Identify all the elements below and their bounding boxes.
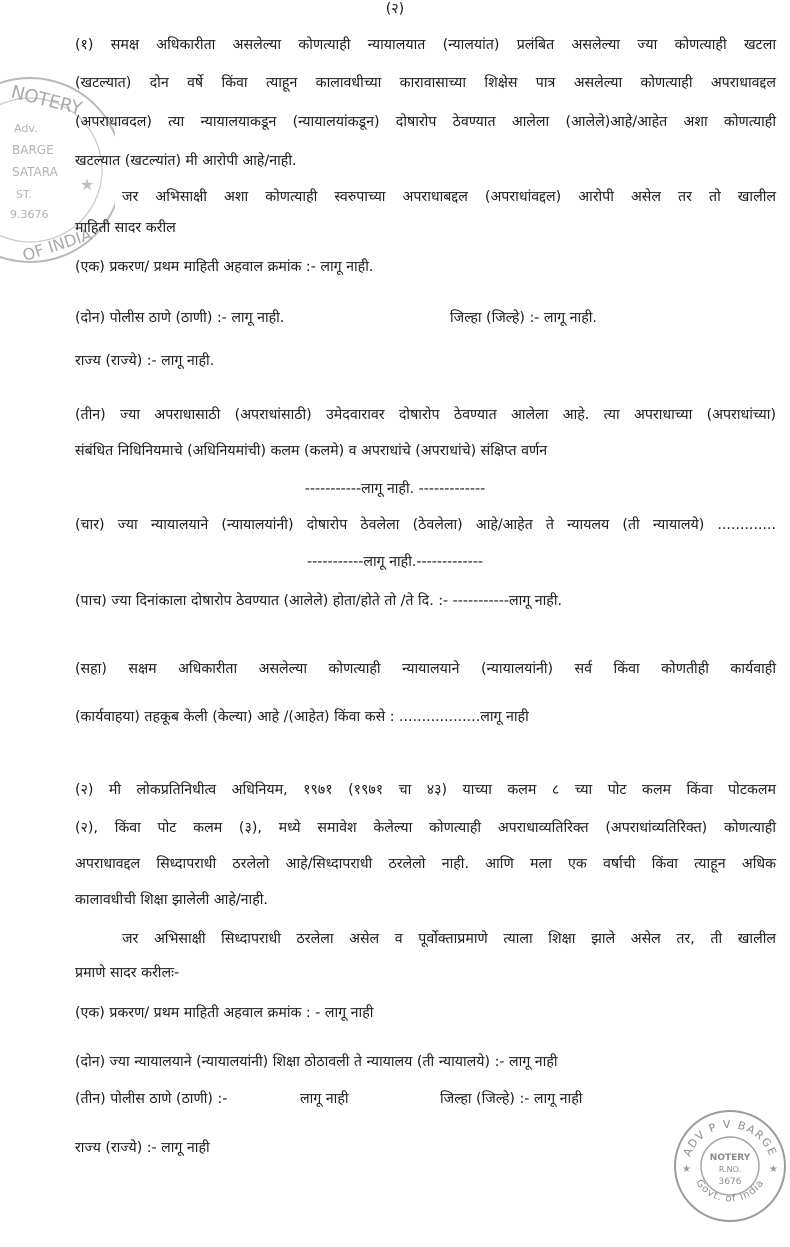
para1-line5: जर अभिसाक्षी अशा कोणत्याही स्वरुपाच्या अपराधाबद्दल (अपराधांवद्दल) आरोपी असेल तर तो खालील xyxy=(122,189,776,205)
svg-text:9.3676: 9.3676 xyxy=(10,208,49,221)
right-notary-stamp xyxy=(672,1108,788,1224)
para1-line3: (अपराधावदल) त्या न्यायालयाकडून (न्यायालयांकडून) दोषारोप ठेवण्यात आलेला (आलेले)आहे/आहेत अशा कोणत्याही xyxy=(75,114,776,130)
stamp-star-left-icon: ★ xyxy=(682,1164,691,1175)
svg-text:NOTERY: NOTERY xyxy=(709,1153,751,1163)
part1-teen-line2: संबंधित निधिनियमाचे (अधिनियमांची) कलम (कलमे) व अपराधांचे (अपराधांचे) संक्षिप्त वर्णन xyxy=(75,443,548,459)
part1-saha-line1: (सहा) सक्षम अधिकारीता असलेल्या कोणत्याही न्यायालयाने (न्यायालयांनी) सर्व किंवा कोणतीही कार्यवाही xyxy=(75,661,776,677)
para1-line6: माहिती सादर करील xyxy=(75,220,176,236)
part1-teen-line3: -----------लागू नाही. ------------- xyxy=(304,481,486,497)
svg-text:SATARA: SATARA xyxy=(12,165,58,179)
part1-saha-line2: (कार्यवाहया) तहकूब केली (केल्या) आहे /(आहेत) किंवा कसे : ..................लागू नाही xyxy=(75,709,529,725)
stamp-star-right-icon: ★ xyxy=(769,1164,778,1175)
page-number: (२) xyxy=(385,1,405,17)
part1-ek: (एक) प्रकरण/ प्रथम माहिती अहवाल क्रमांक :- लागू नाही. xyxy=(75,259,374,275)
svg-text:ADV P V BARGE: ADV P V BARGE xyxy=(680,1117,780,1159)
para1-line1: (१) समक्ष अधिकारीता असलेल्या कोणत्याही न्यायालयात (न्यालयांत) प्रलंबित असलेल्या ज्या कोणत्याही खटला xyxy=(75,37,776,53)
para2-line4: कालावधीची शिक्षा झालेली आहे/नाही. xyxy=(75,892,268,908)
part2-rajya: राज्य (राज्ये) :- लागू नाही xyxy=(75,1140,210,1156)
part2-teen-district: जिल्हा (जिल्हे) :- लागू नाही xyxy=(440,1091,583,1107)
part2-don: (दोन) ज्या न्यायालयाने (न्यायालयांनी) शिक्षा ठोठावली ते न्यायालय (ती न्यायालये) :- लागू नाही xyxy=(75,1054,558,1070)
stamp-star-icon: ★ xyxy=(80,175,95,194)
para2-line6: प्रमाणे सादर करीलः- xyxy=(75,965,180,981)
svg-text:OF INDIA: OF INDIA xyxy=(20,224,95,266)
svg-text:R.NO.: R.NO. xyxy=(718,1165,742,1174)
part1-teen-line1: (तीन) ज्या अपराधासाठी (अपराधांसाठी) उमेदवारावर दोषारोप ठेवण्यात आलेला आहे. त्या अपराधाच्या (अपराधांच्या) xyxy=(75,407,776,423)
svg-text:Govt. of India: Govt. of India xyxy=(693,1177,767,1205)
svg-text:BARGE: BARGE xyxy=(12,143,54,157)
part1-pach: (पाच) ज्या दिनांकाला दोषारोप ठेवण्यात (आलेले) होता/होते तो /ते दि. :- -----------लागू नाही. xyxy=(75,593,563,609)
svg-text:Adv.: Adv. xyxy=(14,122,38,135)
part1-don-police: (दोन) पोलीस ठाणे (ठाणी) :- लागू नाही. xyxy=(75,310,285,326)
part2-ek: (एक) प्रकरण/ प्रथम माहिती अहवाल क्रमांक : - लागू नाही xyxy=(75,1005,374,1021)
svg-text:ST.: ST. xyxy=(16,188,32,201)
part1-rajya: राज्य (राज्ये) :- लागू नाही. xyxy=(75,353,215,369)
para2-line5: जर अभिसाक्षी सिध्दापराधी ठरलेला असेल व पूर्वोक्ताप्रमाणे त्याला शिक्षा झाले असेल तर, ती खालील xyxy=(122,931,776,947)
left-notary-stamp xyxy=(0,70,115,270)
para2-line3: अपराधावद्दल सिध्दापराधी ठरलेलो आहे/सिध्दापराधी ठरलेलो नाही. आणि मला एक वर्षाची किंवा त्याहून अधिक xyxy=(75,856,776,872)
para1-line4: खटल्यात (खटल्यांत) मी आरोपी आहे/नाही. xyxy=(75,153,297,169)
part1-don-district: जिल्हा (जिल्हे) :- लागू नाही. xyxy=(450,310,597,326)
svg-text:3676: 3676 xyxy=(718,1177,742,1187)
para2-line2: (२), किंवा पोट कलम (३), मध्ये समावेश केलेल्या कोणत्याही अपराधाव्यतिरिक्त (अपराधांव्यतिरिक्त) कोणत्याही xyxy=(75,820,776,836)
para2-line1: (२) मी लोकप्रतिनिधीत्व अधिनियम, १९७१ (१९७१ चा ४३) याच्या कलम ८ च्या पोट कलम किंवा पोटकलम xyxy=(75,782,776,798)
para1-line2: (खटल्यात) दोन वर्षे किंवा त्याहून कालावधीच्या कारावासाच्या शिक्षेस पात्र असलेल्या कोणत्याही अपराधावद्दल xyxy=(75,75,776,91)
part2-teen-police: (तीन) पोलीस ठाणे (ठाणी) :- xyxy=(75,1091,228,1107)
part1-char-line1: (चार) ज्या न्यायालयाने (न्यायालयांनी) दोषारोप ठेवलेला (ठेवलेला) आहे/आहेत ते न्यायलय (ती न्यायालये) ............. xyxy=(75,517,776,533)
stamp-left-top-text: NOTERY xyxy=(8,81,85,120)
part1-char-line2: -----------लागू नाही.------------- xyxy=(307,554,483,570)
part2-teen-value: लागू नाही xyxy=(300,1091,349,1107)
